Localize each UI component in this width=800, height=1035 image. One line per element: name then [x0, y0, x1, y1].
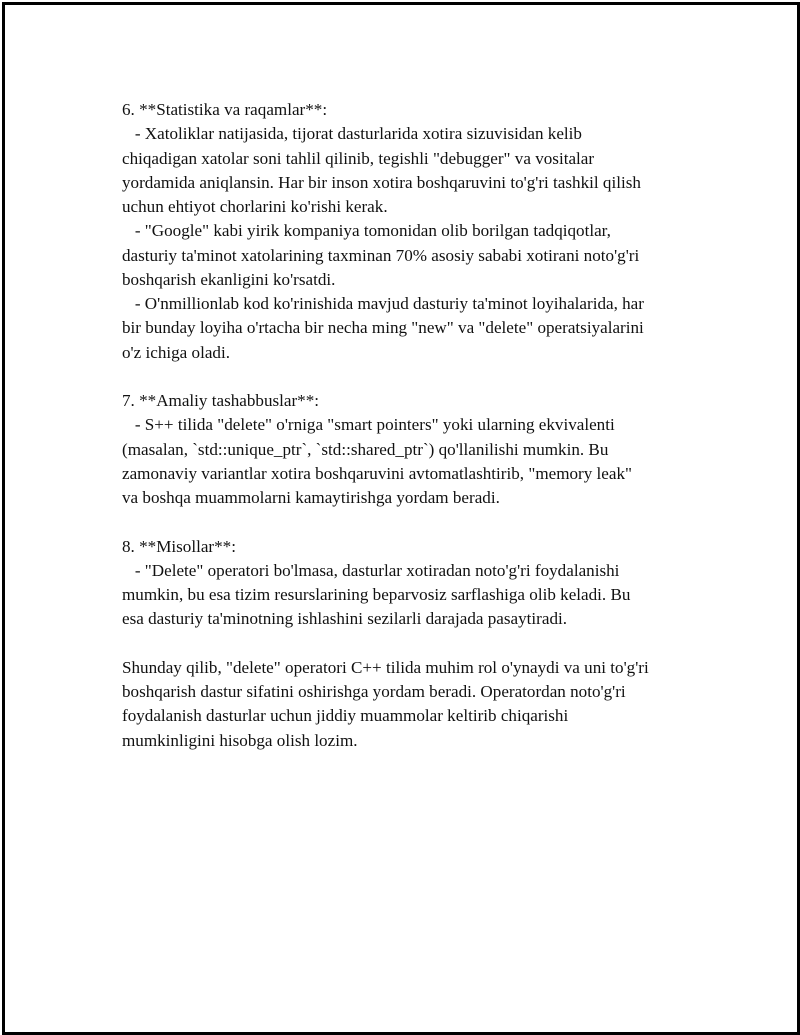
- section-practical-initiatives: [122, 389, 722, 510]
- text-line: o'z ichiga oladi.: [122, 342, 230, 362]
- text-line: uchun ehtiyot chorlarini ko'rishi kerak.: [122, 197, 388, 216]
- document-body: [122, 98, 722, 753]
- section-examples: [122, 535, 722, 632]
- section-heading: 8. **Misollar**:: [122, 536, 236, 556]
- paragraph-gap: [122, 510, 722, 534]
- text-line: va boshqa muammolarni kamaytirishga yordam beradi.: [122, 488, 500, 507]
- text-line: - S++ tilida "delete" o'rniga "smart pointers" yoki ularning ekvivalenti: [122, 415, 615, 435]
- text-line: zamonaviy variantlar xotira boshqaruvini avtomatlashtirib, "memory leak": [122, 463, 632, 483]
- text-line: esa dasturiy ta'minotning ishlashini sezilarli darajada pasaytiradi.: [122, 609, 568, 629]
- text-line: bir bunday loyiha o'rtacha bir necha ming "new" va "delete" operatsiyalarini: [122, 318, 644, 338]
- text-line: mumkinligini hisobga olish lozim.: [122, 730, 358, 750]
- section-conclusion: [122, 656, 722, 753]
- text-line: chiqadigan xatolar soni tahlil qilinib, tegishli "debugger" va vositalar: [122, 148, 595, 168]
- text-line: - Xatoliklar natijasida, tijorat dasturlarida xotira sizuvisidan kelib: [122, 124, 582, 144]
- section-heading: 7. **Amaliy tashabbuslar**:: [122, 391, 320, 410]
- section-heading: 6. **Statistika va raqamlar**:: [122, 100, 328, 119]
- text-line: - O'nmillionlab kod ko'rinishida mavjud dasturiy ta'minot loyihalarida, har: [122, 294, 644, 313]
- paragraph-gap: [122, 632, 722, 656]
- text-line: - "Delete" operatori bo'lmasa, dasturlar xotiradan noto'g'ri foydalanishi: [122, 560, 620, 580]
- text-line: yordamida aniqlansin. Har bir inson xotira boshqaruvini to'g'ri tashkil qilish: [122, 172, 641, 192]
- text-line: mumkin, bu esa tizim resurslarining beparvosiz sarflashiga olib keladi. Bu: [122, 585, 631, 604]
- text-line: Shunday qilib, "delete" operatori C++ tilida muhim rol o'ynaydi va uni to'g'ri: [122, 657, 649, 677]
- text-line: foydalanish dasturlar uchun jiddiy muammolar keltirib chiqarishi: [122, 706, 569, 726]
- text-line: dasturiy ta'minot xatolarining taxminan 70% asosiy sababi xotirani noto'g'ri: [122, 245, 640, 265]
- page-frame: [2, 2, 800, 1035]
- text-line: boshqarish ekanligini ko'rsatdi.: [122, 269, 336, 289]
- text-line: boshqarish dastur sifatini oshirishga yordam beradi. Operatordan noto'g'ri: [122, 682, 626, 701]
- paragraph-gap: [122, 365, 722, 389]
- text-line: - "Google" kabi yirik kompaniya tomonidan olib borilgan tadqiqotlar,: [122, 221, 611, 241]
- section-statistics: [122, 98, 722, 365]
- text-line: (masalan, `std::unique_ptr`, `std::shared_ptr`) qo'llanilishi mumkin. Bu: [122, 439, 609, 459]
